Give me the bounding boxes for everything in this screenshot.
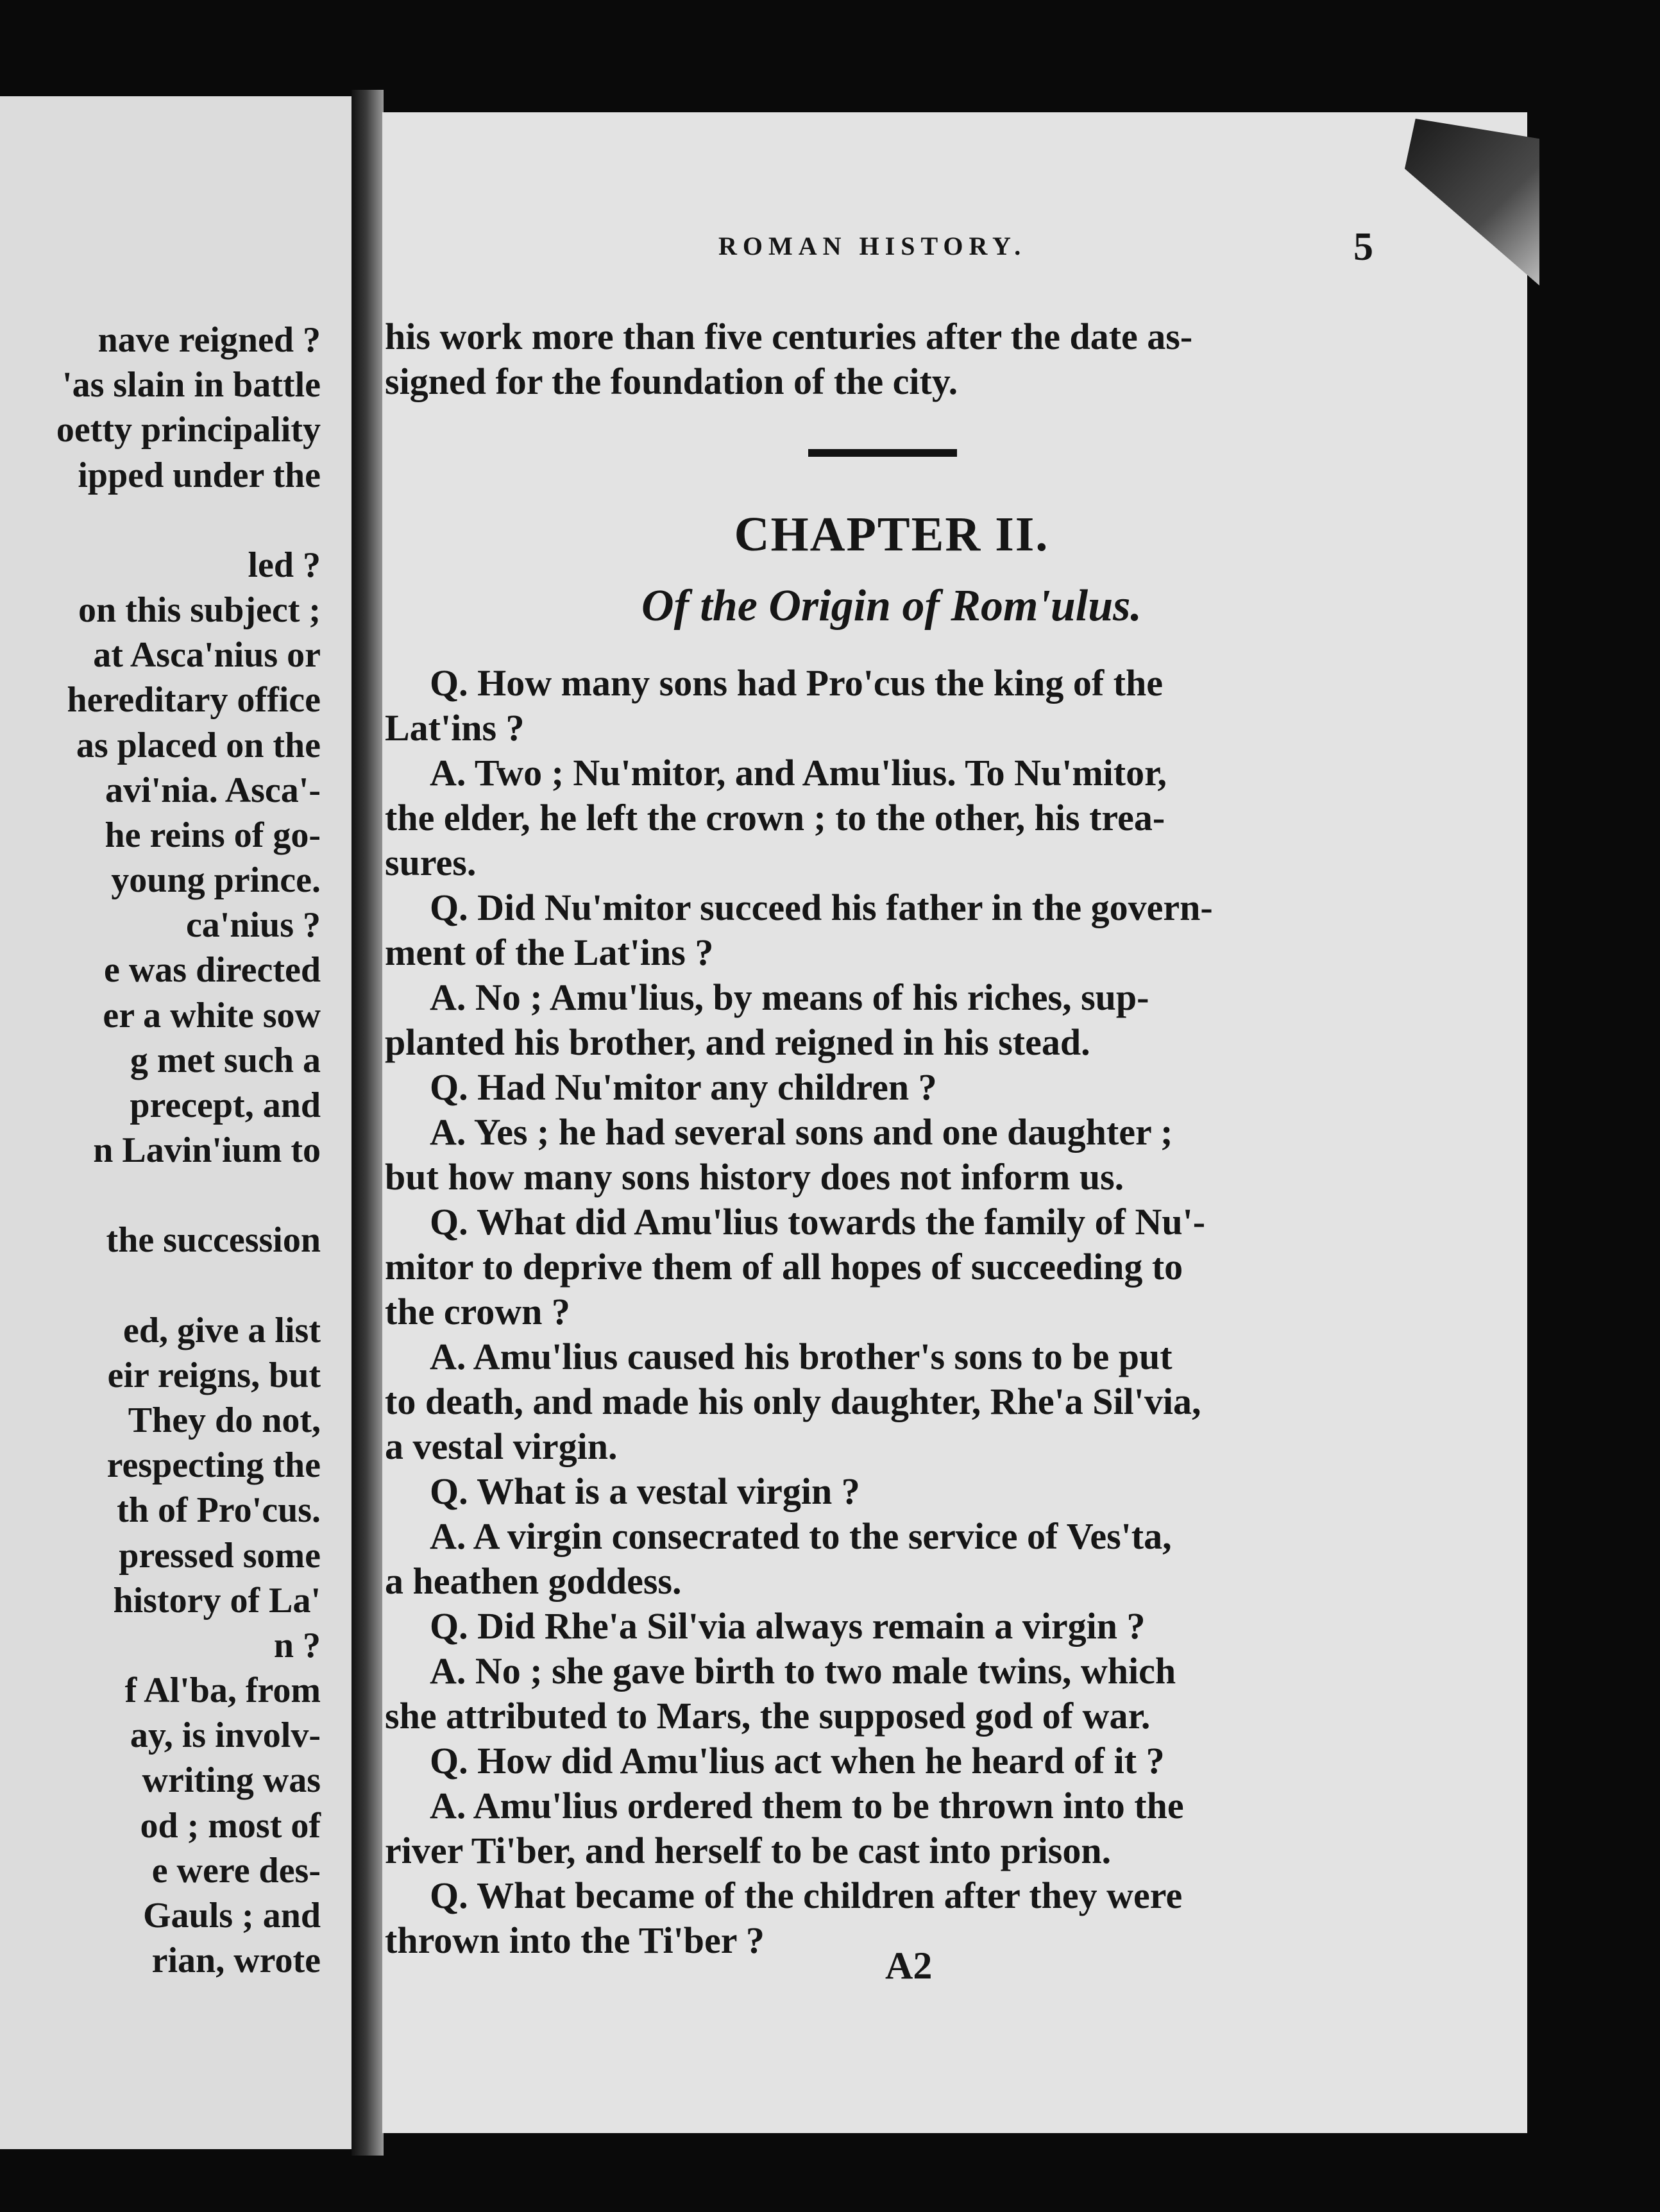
left-page-line [0, 498, 321, 543]
chapter-subtitle: Of the Origin of Rom'ulus. [641, 581, 1142, 631]
qa-line: but how many sons history does not inform us. [385, 1156, 1124, 1198]
question-answer-text [385, 661, 1398, 1963]
intro-paragraph [385, 314, 1398, 404]
page-number: 5 [1353, 225, 1373, 269]
left-page-line: f Al'ba, from [124, 1671, 321, 1711]
book-gutter [351, 90, 384, 2156]
qa-line: planted his brother, and reigned in his stead. [385, 1021, 1090, 1063]
qa-line: river Ti'ber, and herself to be cast into prison. [385, 1830, 1112, 1871]
left-page-line: 'as slain in battle [62, 365, 321, 405]
left-page-line: led ? [248, 545, 321, 585]
qa-line: the elder, he left the crown ; to the other, his trea- [385, 797, 1165, 838]
qa-line: A. Two ; Nu'mitor, and Amu'lius. To Nu'mitor, [430, 752, 1167, 794]
qa-line: Q. Did Nu'mitor succeed his father in the govern- [430, 887, 1213, 928]
qa-line: mitor to deprive them of all hopes of succeeding to [385, 1246, 1183, 1288]
left-page-line: writing was [142, 1760, 321, 1801]
left-page-line: the succession [106, 1220, 321, 1261]
qa-line: A. No ; Amu'lius, by means of his riches, sup- [430, 976, 1149, 1018]
qa-line: ment of the Lat'ins ? [385, 932, 714, 973]
qa-line: a heathen goddess. [385, 1560, 682, 1602]
qa-line: A. A virgin consecrated to the service of Ves'ta, [430, 1515, 1172, 1557]
qa-line: Q. How did Amu'lius act when he heard of it ? [430, 1740, 1165, 1782]
qa-line: A. Amu'lius ordered them to be thrown into the [430, 1785, 1184, 1826]
left-page-line: g met such a [130, 1040, 321, 1080]
left-page-line: ca'nius ? [185, 905, 321, 946]
left-page-line: Gauls ; and [143, 1896, 321, 1936]
qa-line: thrown into the Ti'ber ? [385, 1919, 765, 1961]
left-page-line: respecting the [106, 1445, 321, 1486]
qa-line: Q. Had Nu'mitor any children ? [430, 1066, 937, 1108]
intro-line: signed for the foundation of the city. [385, 361, 958, 402]
section-rule [808, 449, 957, 457]
qa-line: A. Yes ; he had several sons and one daughter ; [430, 1111, 1173, 1153]
left-page-line: precept, and [130, 1085, 321, 1125]
qa-line: Q. Did Rhe'a Sil'via always remain a virgin ? [430, 1605, 1146, 1647]
left-page-line: e were des- [151, 1850, 321, 1891]
qa-line: Q. What became of the children after they were [430, 1875, 1183, 1916]
left-page-line: ipped under the [78, 455, 321, 495]
left-page-line: hereditary office [67, 680, 321, 720]
left-page-line [0, 1263, 321, 1308]
left-page-line: od ; most of [140, 1805, 321, 1846]
qa-line: she attributed to Mars, the supposed god of war. [385, 1695, 1151, 1737]
qa-line: the crown ? [385, 1291, 570, 1332]
qa-line: sures. [385, 842, 477, 883]
qa-line: a vestal virgin. [385, 1425, 618, 1467]
left-page-line: eir reigns, but [107, 1355, 321, 1395]
left-page-line: on this subject ; [78, 590, 321, 630]
qa-line: Q. What is a vestal virgin ? [430, 1470, 860, 1512]
left-page-line: as placed on the [76, 725, 321, 765]
left-page-line: pressed some [119, 1535, 321, 1576]
qa-line: Lat'ins ? [385, 707, 525, 749]
left-page-line: They do not, [128, 1400, 321, 1440]
left-page-text [0, 318, 321, 1983]
left-page-line: n Lavin'ium to [93, 1130, 321, 1171]
left-page-line: er a white sow [103, 995, 321, 1035]
qa-line: Q. How many sons had Pro'cus the king of the [430, 662, 1163, 704]
chapter-title: CHAPTER II. [734, 507, 1049, 561]
qa-line: A. No ; she gave birth to two male twins, which [430, 1650, 1176, 1692]
intro-line: his work more than five centuries after the date as- [385, 316, 1193, 357]
running-head: ROMAN HISTORY. [718, 232, 1027, 260]
left-page-line: e was directed [104, 950, 321, 991]
left-page-line: nave reigned ? [97, 320, 321, 360]
qa-line: to death, and made his only daughter, Rhe'a Sil'via, [385, 1381, 1201, 1422]
left-page-line: rian, wrote [151, 1941, 321, 1981]
left-page-line [0, 1173, 321, 1218]
left-page-line: avi'nia. Asca'- [105, 770, 321, 810]
qa-line: A. Amu'lius caused his brother's sons to be put [430, 1336, 1173, 1377]
signature-mark: A2 [885, 1944, 933, 1987]
left-facing-page [0, 96, 351, 2149]
left-page-line: he reins of go- [105, 815, 321, 855]
left-page-line: oetty principality [56, 410, 321, 450]
left-page-line: ed, give a list [123, 1310, 321, 1350]
qa-line: Q. What did Amu'lius towards the family of Nu'- [430, 1201, 1206, 1243]
left-page-line: young prince. [111, 860, 321, 901]
left-page-line: th of Pro'cus. [117, 1490, 321, 1531]
left-page-line: history of La' [113, 1580, 321, 1621]
left-page-line: ay, is involv- [130, 1715, 321, 1756]
left-page-line: at Asca'nius or [93, 635, 321, 676]
left-page-line: n ? [273, 1625, 321, 1665]
